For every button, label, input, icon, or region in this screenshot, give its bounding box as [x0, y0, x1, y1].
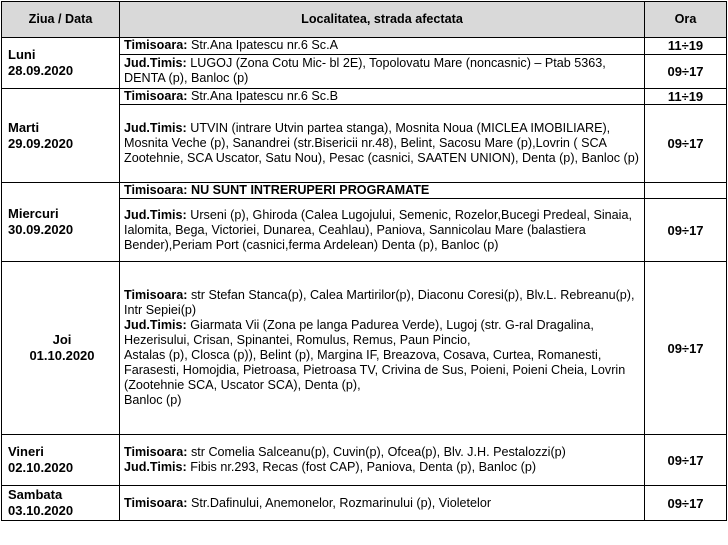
day-date: 29.09.2020: [8, 135, 74, 151]
location-cell: [120, 38, 645, 55]
time-cell: 09÷17: [645, 199, 727, 262]
location-label: Jud.Timis:: [124, 56, 187, 71]
time-cell: 09÷17: [645, 486, 727, 521]
location-cell: [120, 89, 645, 105]
location-line: [124, 445, 641, 460]
day-name: Miercuri: [8, 206, 59, 221]
location-text: Giarmata Vii (Zona pe langa Padurea Verde), Lugoj (str. G-ral Dragalina, Hezerisului, Crisan, Spinantei, Romulus, Remus, Paun Pincio,: [124, 318, 594, 347]
location-text: Banloc (p): [124, 393, 182, 407]
day-cell: [2, 486, 120, 521]
location-label: Timisoara:: [124, 89, 188, 103]
location-label: Jud.Timis:: [124, 207, 187, 222]
day-name: Joi: [52, 332, 72, 347]
day-cell: [2, 435, 120, 486]
table-row: [2, 262, 727, 435]
table-header-row: [2, 2, 727, 38]
time-cell: 11÷19: [645, 38, 727, 55]
no-interruptions-text: NU SUNT INTRERUPERI PROGRAMATE: [187, 183, 430, 197]
location-text: Str.Ana Ipatescu nr.6 Sc.B: [187, 89, 338, 103]
location-line: [124, 460, 641, 475]
day-date: 01.10.2020: [29, 348, 95, 363]
time-cell: 09÷17: [645, 262, 727, 435]
location-label: Timisoara:: [124, 183, 188, 197]
time-cell: 09÷17: [645, 105, 727, 183]
day-date: 03.10.2020: [8, 503, 74, 518]
header-time: Ora: [645, 2, 727, 38]
time-cell: [645, 183, 727, 199]
header-day: Ziua / Data: [2, 2, 120, 38]
location-cell: [120, 183, 645, 199]
table-row: [2, 183, 727, 199]
outage-schedule-table: [1, 1, 727, 521]
location-line: [124, 348, 641, 393]
header-location: Localitatea, strada afectata: [120, 2, 645, 38]
day-date: 30.09.2020: [8, 222, 74, 237]
location-line: [124, 288, 641, 318]
location-cell: [120, 54, 645, 88]
location-text: str Comelia Salceanu(p), Cuvin(p), Ofcea(p), Blv. J.H. Pestalozzi(p): [187, 445, 566, 459]
location-label: Timisoara:: [124, 445, 188, 459]
location-cell: [120, 105, 645, 183]
location-cell: [120, 486, 645, 521]
location-label: Timisoara:: [124, 495, 188, 510]
time-cell: 11÷19: [645, 89, 727, 105]
day-date: 02.10.2020: [8, 460, 74, 475]
location-label: Timisoara:: [124, 38, 188, 53]
time-cell: 09÷17: [645, 435, 727, 486]
location-label: Jud.Timis:: [124, 121, 187, 135]
location-text: LUGOJ (Zona Cotu Mic- bl 2E), Topolovatu Mare (noncasnic) – Ptab 5363, DENTA (p), Banloc (p): [124, 56, 606, 86]
day-cell: [2, 89, 120, 183]
location-cell: [120, 262, 645, 435]
day-cell: [2, 183, 120, 262]
day-name: Marti: [8, 119, 40, 135]
day-date: 28.09.2020: [8, 63, 74, 78]
location-text: Fibis nr.293, Recas (fost CAP), Paniova, Denta (p), Banloc (p): [186, 460, 537, 474]
table-row: [2, 38, 727, 55]
table-row: [2, 89, 727, 105]
time-cell: 09÷17: [645, 54, 727, 88]
location-cell: [120, 199, 645, 262]
location-text: Urseni (p), Ghiroda (Calea Lugojului, Semenic, Rozelor,Bucegi Predeal, Sinaia, Ialomita, Bega, Victoriei, Dunarea, Ceahlau), Paniova, Sannicolau Mare (balastiera Bender),Periam Port (casnici,ferma Ardelean) Denta (p), Banloc (p): [124, 207, 632, 252]
location-line: [124, 318, 641, 348]
table-row: [2, 435, 727, 486]
location-text: Str.Dafinului, Anemonelor, Rozmarinului (p), Violetelor: [187, 495, 492, 510]
location-text: UTVIN (intrare Utvin partea stanga), Mosnita Noua (MICLEA IMOBILIARE), Mosnita Veche (p), Sanandrei (str.Bisericii nr.48), Belint, Sacosu Mare (p),Lovrin ( SCA Zootehnie, SCA Uscator, Satu Nou), Pesac (casnici, SAATEN UNION), Denta (p), Banloc (p): [124, 121, 639, 165]
day-cell: [2, 262, 120, 435]
day-name: Luni: [8, 47, 36, 62]
location-text: str Stefan Stanca(p), Calea Martirilor(p), Diaconu Coresi(p), Blv.L. Rebreanu(p), Intr Sepiei(p): [124, 288, 635, 317]
day-name: Vineri: [8, 444, 44, 459]
location-text: Str.Ana Ipatescu nr.6 Sc.A: [187, 38, 338, 53]
location-text: Astalas (p), Closca (p)), Belint (p), Margina IF, Breazova, Cosava, Curtea, Romanesti, Farasesti, Homojdia, Pietroasa, Pietroasa TV, Crivina de Sus, Poieni, Poieni Cheia, Lovrin (Zootehnie SCA, Uscator SCA), Denta (p),: [124, 348, 626, 392]
table-row: [2, 486, 727, 521]
location-label: Jud.Timis:: [124, 318, 187, 332]
location-line: [124, 393, 641, 408]
day-cell: [2, 38, 120, 89]
location-label: Timisoara:: [124, 288, 188, 302]
location-label: Jud.Timis:: [124, 460, 187, 474]
day-name: Sambata: [8, 487, 63, 502]
location-cell: [120, 435, 645, 486]
